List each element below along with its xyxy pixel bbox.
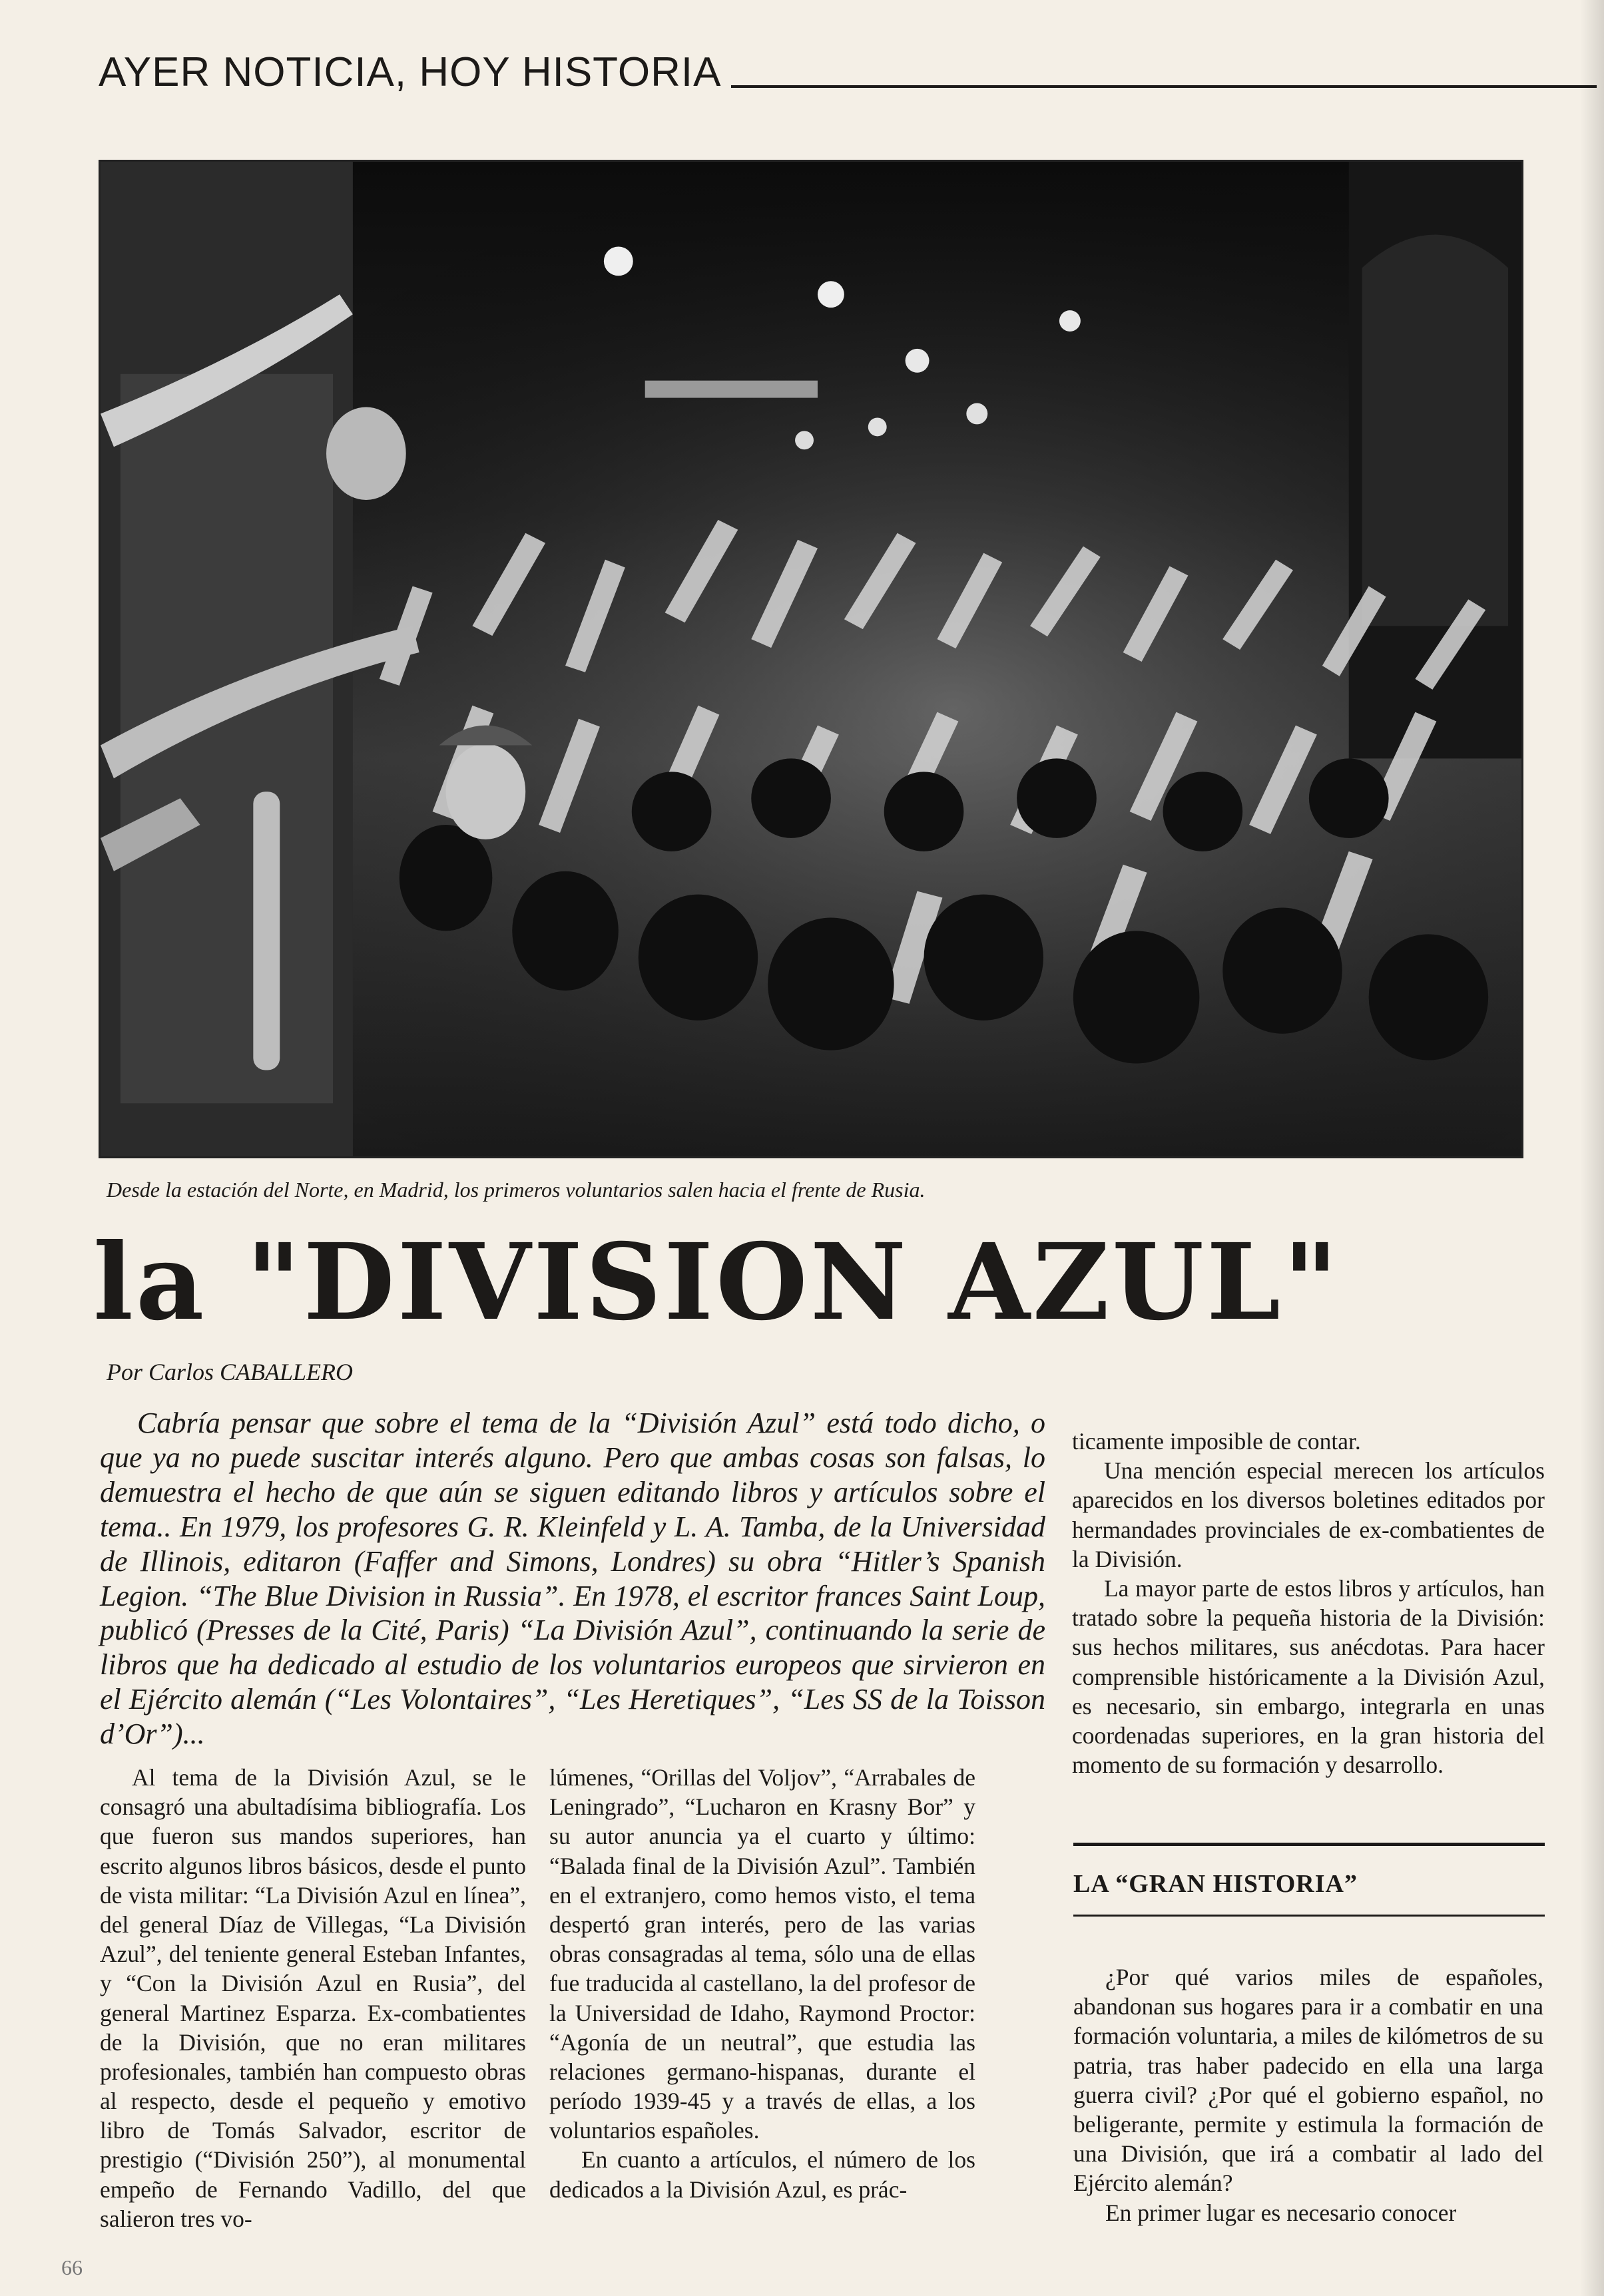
photo-crowd-saluting <box>101 162 1521 1156</box>
column-3 <box>1072 1427 1545 1779</box>
section-divider <box>1073 1843 1545 1846</box>
column-3-paragraph-0: ticamente imposible de contar. <box>1072 1428 1361 1455</box>
page-edge-shadow <box>1580 0 1604 2296</box>
column-1-paragraph: Al tema de la División Azul, se le consagró una abultadísima bibliografía. Los que fueron sus mandos superiores, han escrito algunos libros básicos, desde el punto de vista militar: “La División Azul en línea”, del general Díaz de Villegas, “La División Azul”, del teniente general Esteban Infantes, y “Con la División Azul en Rusia”, del general Martinez Esparza. Ex-combatientes de la División, que no eran militares profesionales, también han compuesto obras al respecto, desde el pequeño y emotivo libro de Tomás Salvador, escritor de prestigio (“División 250”), al monumental empeño de Fernando Vadillo, del que salieron tres vo- <box>100 1764 526 2232</box>
section-header <box>99 33 1597 93</box>
section-divider-lower <box>1073 1915 1545 1917</box>
column-2-paragraph-1: lúmenes, “Orillas del Voljov”, “Arrabales de Leningrado”, “Lucharon en Krasny Bor” y su autor anuncia ya el cuarto y último: “Balada final de la División Azul”. También en el extranjero, como hemos visto, el tema despertó gran interés, pero de las varias obras consagradas al tema, sólo una de ellas fue traducida al castellano, la del profesor de la Universidad de Idaho, Raymond Proctor: “Agonía de un neutral”, que estudia las relaciones germano-hispanas, durante el período 1939-45 y a través de ellas, a los voluntarios españoles. <box>549 1764 975 2144</box>
column-4 <box>1073 1962 1543 2227</box>
article-headline: la "DIVISION AZUL" <box>93 1221 1341 1344</box>
page-number: 66 <box>61 2255 83 2279</box>
header-rule <box>731 85 1597 88</box>
section-heading: LA “GRAN HISTORIA” <box>1073 1870 1358 1898</box>
column-4-paragraph-1: ¿Por qué varios miles de españoles, abandonan sus hogares para ir a combatir en una formación voluntaria, a miles de kilómetros de su patria, tras haber padecido en ella una larga guerra civil? ¿Por qué el gobierno español, no beligerante, permite y estimula la formación de una División, que irá a combatir al lado del Ejército alemán? <box>1073 1964 1543 2197</box>
article-lead: Cabría pensar que sobre el tema de la “División Azul” está todo dicho, o que ya no puede suscitar interés alguno. Pero que ambas cosas son falsas, lo demuestra el hecho de que aún se siguen editando libros y artículos sobre el tema.. En 1979, los profesores G. R. Kleinfeld y L. A. Tamba, de la Universidad de Illinois, editaron (Faffer and Simons, Londres) su obra “Hitler’s Spanish Legion. “The Blue Division in Russia”. En 1978, el escritor frances Saint Loup, publicó (Presses de la Cité, Paris) “La División Azul”, continuando la serie de libros que ha dedicado al estudio de los voluntarios europeos que sirvieron en el Ejército alemán (“Les Volontaires”, “Les Heretiques”, “Les SS de la Toisson d’Or”)... <box>100 1407 1045 1751</box>
column-2 <box>549 1763 975 2204</box>
column-3-paragraph-2: La mayor parte de estos libros y artículos, han tratado sobre la pequeña historia de la División: sus hechos militares, sus anécdotas. Para hacer comprensible históricamente a la División Azul, es necesario, sin embargo, integrarla en unas coordenadas superiores, en la gran historia del momento de su formación y desarrollo. <box>1072 1574 1545 1779</box>
article-byline: Por Carlos CABALLERO <box>107 1359 354 1385</box>
column-2-paragraph-2: En cuanto a artículos, el número de los dedicados a la División Azul, es prác- <box>549 2146 975 2203</box>
article-photo <box>99 160 1523 1158</box>
section-title: AYER NOTICIA, HOY HISTORIA <box>99 49 722 95</box>
photo-caption: Desde la estación del Norte, en Madrid, los primeros voluntarios salen hacia el frente de Rusia. <box>107 1178 926 1202</box>
column-1 <box>100 1763 526 2233</box>
column-3-paragraph-1: Una mención especial merecen los artículos aparecidos en los diversos boletines editados por hermandades provinciales de ex-combatientes de la División. <box>1072 1457 1545 1572</box>
column-4-paragraph-2: En primer lugar es necesario conocer <box>1105 2199 1457 2226</box>
